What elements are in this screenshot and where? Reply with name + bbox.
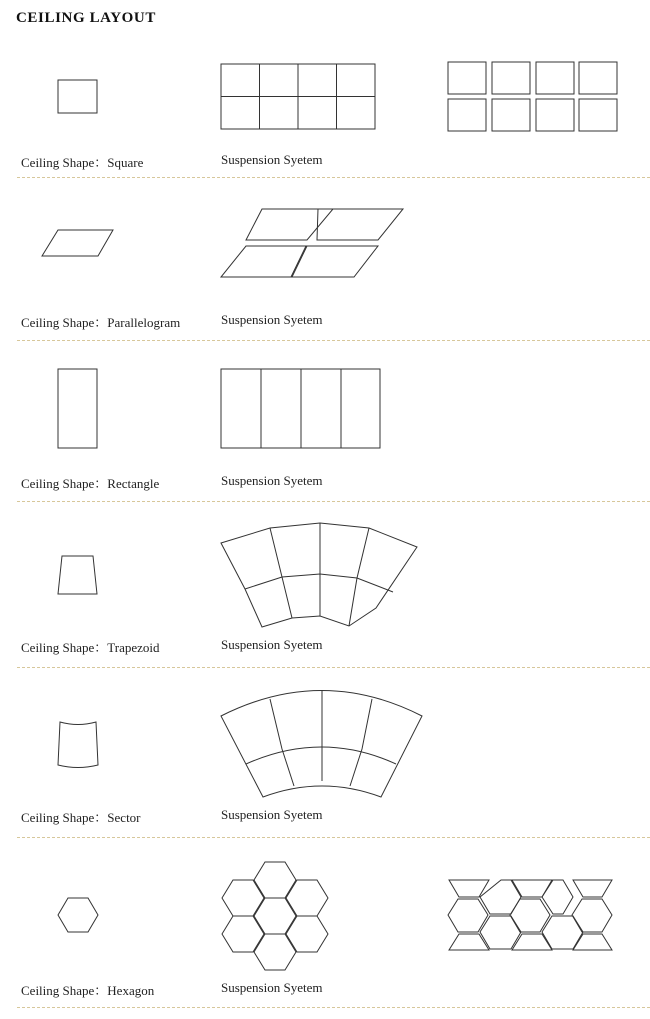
square-shape-diagram [58, 80, 97, 113]
shape-label-rectangle: Ceiling Shape：Rectangle [21, 476, 160, 491]
rectangle-suspension-system [221, 369, 380, 448]
divider [17, 177, 650, 178]
hexagon-suspension-system [222, 862, 328, 970]
trapezoid-suspension-system [221, 523, 417, 627]
parallelogram-suspension-system [221, 209, 403, 277]
divider [17, 501, 650, 502]
divider [17, 1007, 650, 1008]
shape-label-square: Ceiling Shape：Square [21, 155, 144, 170]
suspension-label-trapezoid: Suspension Syetem [221, 637, 323, 652]
hexagon-suspension-tiles [448, 880, 612, 950]
suspension-label-hexagon: Suspension Syetem [221, 980, 323, 995]
square-suspension-tiles [448, 62, 617, 131]
square-suspension-grid [221, 64, 375, 129]
divider [17, 837, 650, 838]
suspension-label-parallelogram: Suspension Syetem [221, 312, 323, 327]
shape-label-sector: Ceiling Shape：Sector [21, 810, 141, 825]
page-title: CEILING LAYOUT [16, 10, 156, 26]
sector-shape-diagram [58, 722, 98, 768]
suspension-label-rectangle: Suspension Syetem [221, 473, 323, 488]
rectangle-shape-diagram [58, 369, 97, 448]
shape-label-hexagon: Ceiling Shape：Hexagon [21, 983, 155, 998]
suspension-label-sector: Suspension Syetem [221, 807, 323, 822]
shape-label-parallelogram: Ceiling Shape：Parallelogram [21, 315, 181, 330]
divider [17, 340, 650, 341]
divider [17, 667, 650, 668]
sector-suspension-system [221, 691, 422, 798]
hexagon-shape-diagram [58, 898, 98, 932]
suspension-label-square: Suspension Syetem [221, 152, 323, 167]
shape-label-trapezoid: Ceiling Shape：Trapezoid [21, 640, 160, 655]
parallelogram-shape-diagram [42, 230, 113, 256]
trapezoid-shape-diagram [58, 556, 97, 594]
